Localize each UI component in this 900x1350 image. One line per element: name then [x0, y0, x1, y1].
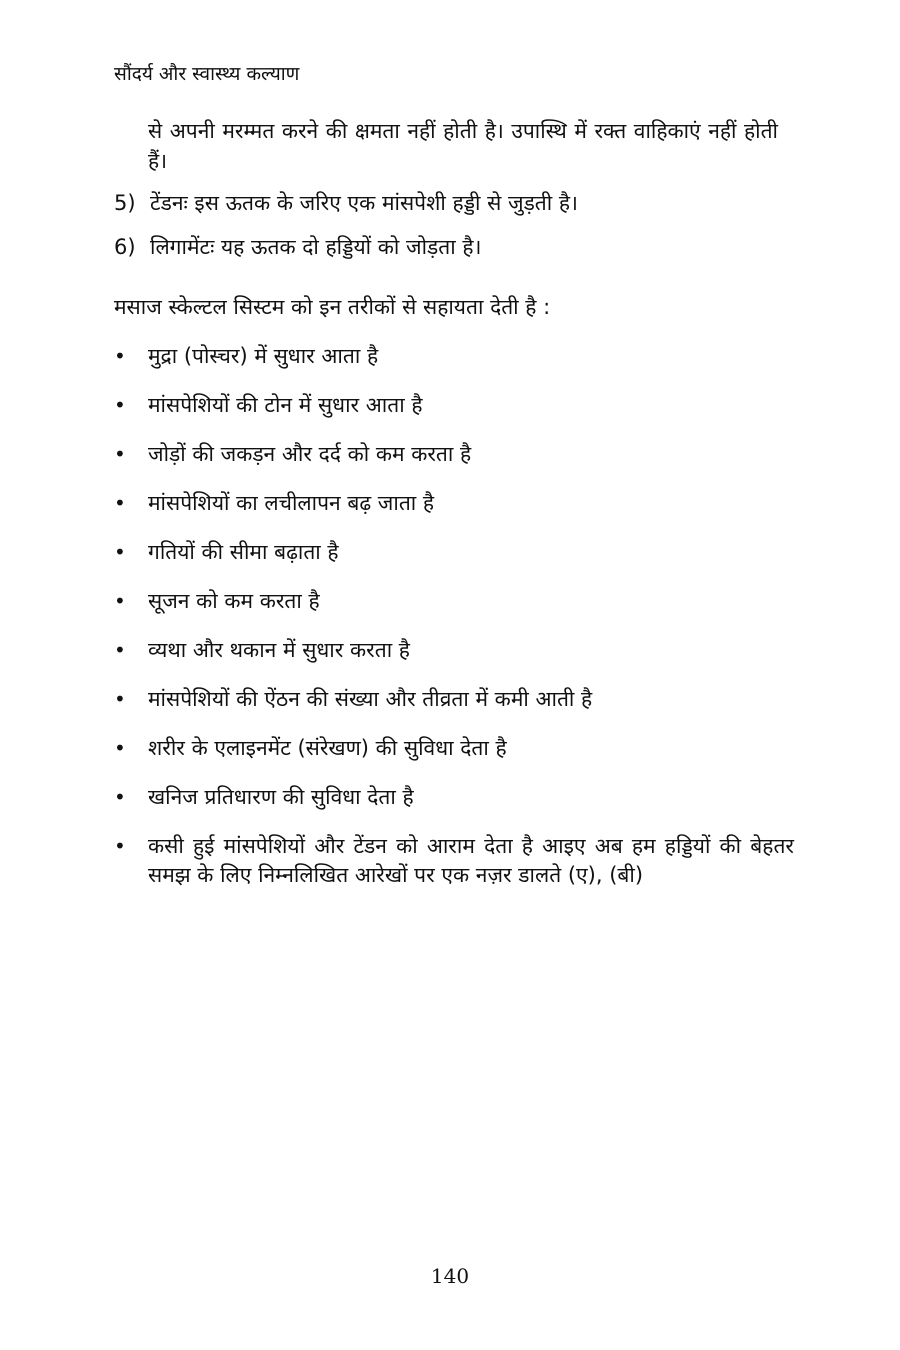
numbered-list	[114, 188, 794, 276]
bullet-item	[114, 587, 794, 616]
bullet-text: मुद्रा (पोस्चर) में सुधार आता है	[148, 344, 379, 368]
item-number: 6)	[114, 235, 136, 259]
bullet-item	[114, 636, 794, 665]
bullet-text: जोड़ों की जकड़न और दर्द को कम करता है	[148, 442, 472, 466]
bullet-item	[114, 342, 794, 371]
bullet-text: मांसपेशियों का लचीलापन बढ़ जाता है	[148, 491, 435, 515]
item-text: टेंडनः इस ऊतक के जरिए एक मांसपेशी हड्डी से जुड़ती है।	[150, 191, 578, 215]
bullet-icon: •	[114, 344, 126, 368]
bullet-item	[114, 832, 794, 890]
bullet-text: गतियों की सीमा बढ़ाता है	[148, 540, 339, 564]
bullet-item	[114, 391, 794, 420]
bullet-item	[114, 734, 794, 763]
bullet-text: मांसपेशियों की टोन में सुधार आता है	[148, 393, 423, 417]
page-number: 140	[430, 1264, 470, 1288]
numbered-item	[114, 188, 794, 218]
bullet-text: शरीर के एलाइनमेंट (संरेखण) की सुविधा देता है	[148, 736, 507, 760]
bullet-item	[114, 685, 794, 714]
bullet-icon: •	[114, 638, 126, 662]
bullet-icon: •	[114, 736, 126, 760]
item-text: लिगामेंटः यह ऊतक दो हड्डियों को जोड़ता है।	[150, 235, 482, 259]
bullet-item	[114, 489, 794, 518]
bullet-icon: •	[114, 540, 126, 564]
numbered-item	[114, 232, 794, 262]
intro-sentence: मसाज स्केल्टल सिस्टम को इन तरीकों से सहायता देती है :	[114, 295, 551, 319]
bullet-icon: •	[114, 785, 126, 809]
bullet-icon: •	[114, 589, 126, 613]
bullet-icon: •	[114, 442, 126, 466]
bullet-icon: •	[114, 687, 126, 711]
bullet-text: व्यथा और थकान में सुधार करता है	[148, 638, 410, 662]
bullet-item	[114, 538, 794, 567]
bullet-icon: •	[114, 393, 126, 417]
continuation-paragraph: से अपनी मरम्मत करने की क्षमता नहीं होती है। उपास्थि में रक्त वाहिकाएं नहीं होती हैं।	[148, 119, 778, 173]
bullet-item	[114, 783, 794, 812]
bullet-item	[114, 440, 794, 469]
bullet-text: खनिज प्रतिधारण की सुविधा देता है	[148, 785, 414, 809]
bullet-text: सूजन को कम करता है	[148, 589, 320, 613]
item-number: 5)	[114, 191, 136, 215]
bullet-text: मांसपेशियों की ऐंठन की संख्या और तीव्रता में कमी आती है	[148, 687, 593, 711]
benefits-bullet-list	[114, 342, 794, 910]
running-header: सौंदर्य और स्वास्थ्य कल्याण	[114, 63, 300, 85]
bullet-icon: •	[114, 834, 126, 858]
bullet-text: कसी हुई मांसपेशियों और टेंडन को आराम देता है आइए अब हम हड्डियों की बेहतर समझ के लिए निम्नलिखित आरेखों पर एक नज़र डालते (ए), (बी)	[148, 834, 794, 887]
bullet-icon: •	[114, 491, 126, 515]
